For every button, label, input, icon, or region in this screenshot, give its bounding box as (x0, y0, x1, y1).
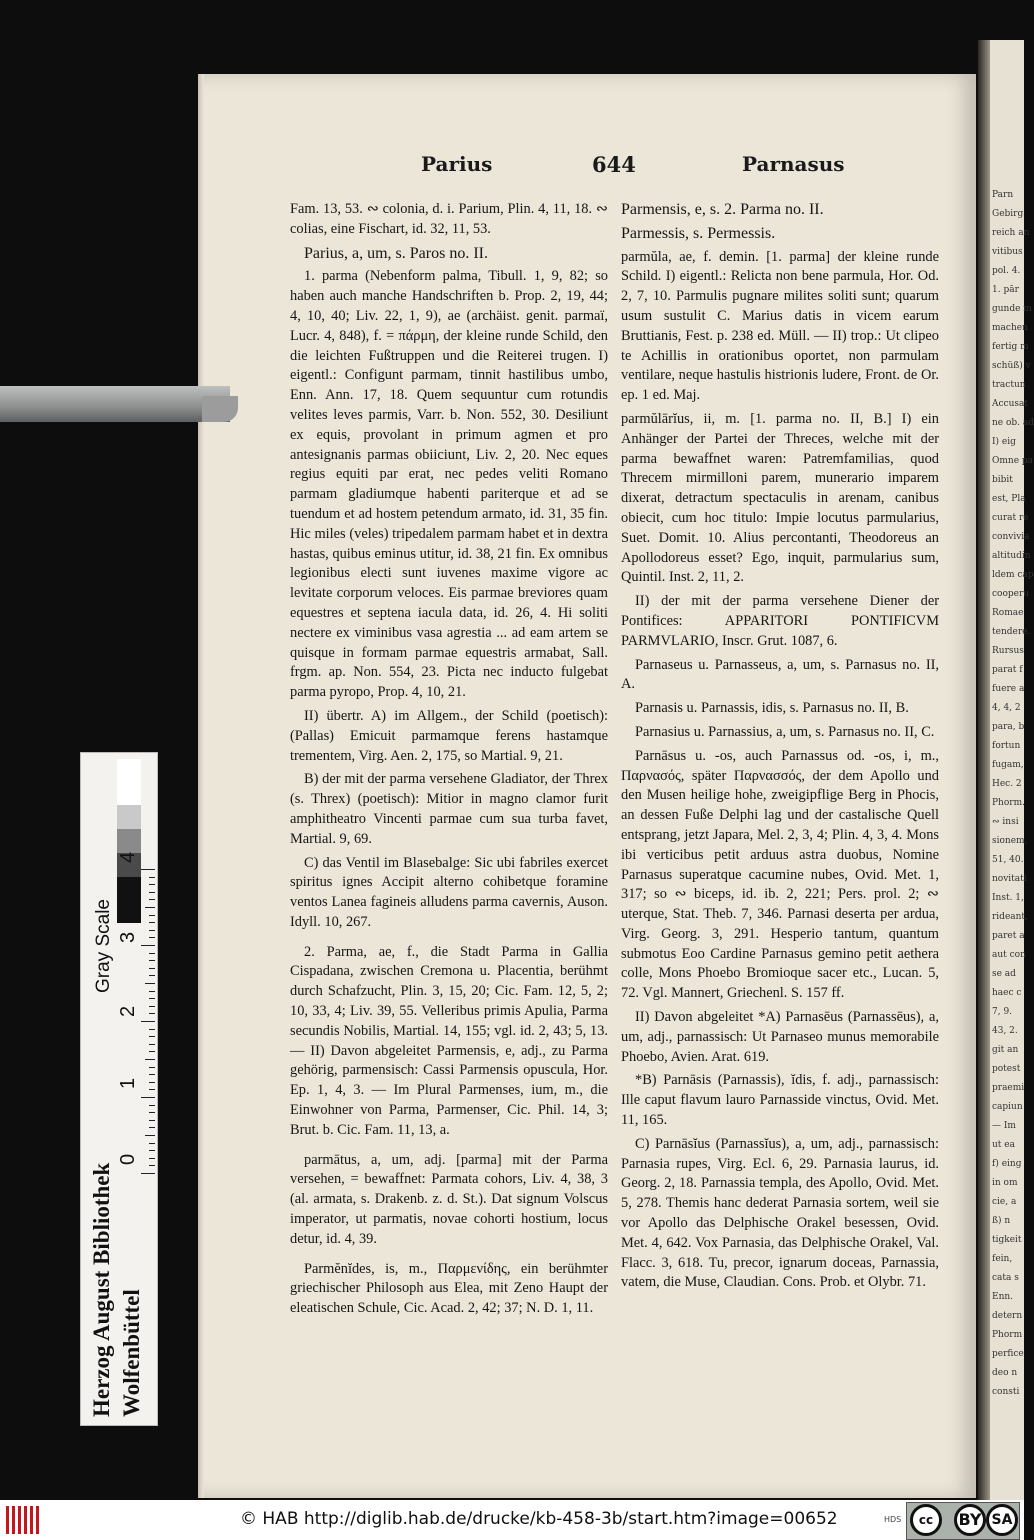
ruler-tick (149, 1089, 155, 1090)
ruler-tick (149, 1082, 155, 1083)
scale-number: 3 (117, 931, 139, 943)
next-page-fragment: novitati (992, 874, 1027, 884)
running-head-right: Parnasus (742, 152, 845, 176)
next-page-fragment: Hec. 2 (992, 779, 1022, 789)
scale-swatch (117, 829, 141, 853)
next-page-fragment: paret a (992, 931, 1025, 941)
ruler-tick (149, 1112, 155, 1113)
next-page-fragment: 7, 9. (992, 1007, 1013, 1017)
scale-swatch (117, 805, 141, 829)
next-page-fragment: aut con (992, 950, 1026, 960)
next-page-fragment: cooperu (992, 589, 1030, 599)
scale-number: 4 (117, 851, 139, 863)
share-alike-icon: SA (986, 1504, 1018, 1536)
source-link[interactable]: © HAB http://diglib.hab.de/drucke/kb-458-3b/start.htm?image=00652 (240, 1509, 838, 1529)
entry-paragraph: parmŭla, ae, f. demin. [1. parma] der kleine runde Schild. I) eigentl.: Relicta non bene parmula, Hor. Od. 2, 7, 10. Parmulis pugnare milites soliti sunt; quarum usum sustulit C. Marius datis in vicem earum Bruttianis, Fest. p. 238 ed. Müll. — II) trop.: Ut clipeo te Achillis in orationibus oportet, non parmulam ventilare, neque hastulis histrionis ludere, Front. de Or. ep. 1 ed. Maj. (621, 248, 939, 404)
ruler-tick (149, 1150, 155, 1151)
next-page-fragment: Omne pa (992, 456, 1034, 466)
next-page-fragment: convivia (992, 532, 1030, 542)
ruler-tick (141, 1097, 155, 1098)
next-page-fragment: sionem, (992, 836, 1028, 846)
next-page-fragment: Enn. (992, 1292, 1014, 1302)
next-page-fragment: est, Pla (992, 494, 1026, 504)
ruler-tick (149, 975, 155, 976)
entry-paragraph: Parnasius u. Parnassius, a, um, s. Parnasus no. II, C. (635, 723, 935, 740)
next-page-fragment: — Im (992, 1121, 1016, 1131)
next-page-fragment: fuere a (992, 684, 1025, 694)
ruler-tick (149, 968, 155, 969)
next-page-fragment: cata s (992, 1273, 1019, 1283)
next-page-fragment: altitudin (992, 551, 1031, 561)
entry-paragraph: C) das Ventil im Blasebalge: Sic ubi fabriles exercet spiritus ignes Accipit alterno cohibetque foramine ventos Lanea fagineis alludens parma cavernis, Auson. Idyll. 10, 267. (290, 854, 608, 930)
color-scale-card (80, 752, 158, 1426)
ruler-tick (149, 953, 155, 954)
next-page-fragment: reich an (992, 228, 1030, 238)
entry-paragraph: Parmessis, s. Permessis. (621, 224, 776, 242)
next-page-fragment: fein, (992, 1254, 1013, 1264)
ruler-tick (149, 991, 155, 992)
entry-paragraph: parmātus, a, um, adj. [parma] mit der Parma versehen, = bewaffnet: Parmata cohors, Liv. 4, 38, 3 (al. armata, s. Drakenb. z. d. St.). Dat signum Volscus imperator, ut parmatis, novae cohorti hostium, locus detur, id. 4, 39. (290, 1151, 608, 1247)
ruler-tick (149, 1074, 155, 1075)
entry-paragraph: II) übertr. A) im Allgem., der Schild (poetisch): (Pallas) Emicuit parmamque ferens hastamque trementem, Virg. Aen. 2, 175, so Martial. 9, 21. (290, 707, 608, 764)
entry-paragraph: Fam. 13, 53. ∾ colonia, d. i. Parium, Plin. 4, 11, 18. ∾ colias, eine Fischart, id. 32, 11, 53. (290, 201, 608, 237)
ruler-tick (145, 1135, 155, 1136)
ruler-tick (149, 1006, 155, 1007)
footer-bar (0, 1500, 1024, 1540)
scale-number: 2 (117, 1005, 139, 1017)
creative-commons-icon: cc (910, 1504, 942, 1536)
next-page-fragment: git an (992, 1045, 1019, 1055)
next-page-fragment: para, b (992, 722, 1025, 732)
page-number: 644 (592, 152, 636, 177)
entry-paragraph: Parius, a, um, s. Paros no. II. (304, 244, 488, 262)
next-page-fragment: f) eing (992, 1159, 1022, 1169)
ruler-tick (141, 1021, 155, 1022)
ruler-tick (149, 1051, 155, 1052)
next-page-fragment: consti (992, 1387, 1020, 1397)
footer-small-text: HDS (884, 1515, 902, 1524)
next-page-fragment: ut ea (992, 1140, 1015, 1150)
next-page-fragment: machen (992, 323, 1028, 333)
scale-number: 0 (117, 1153, 139, 1165)
ruler-tick (145, 907, 155, 908)
next-page-fragment: cie, a (992, 1197, 1017, 1207)
entry-paragraph: parmŭlārĭus, ii, m. [1. parma no. II, B.] I) ein Anhänger der Partei der Threces, welche mit der parma bewaffnet waren: Patremfamilias, quod Threcem mirmilloni parem, munerario imparem dixerat, detractum spectaculis in arenam, canibus obiecit, cum hoc titulo: Impie locutus parmularius, Suet. Domit. 10. Alius percontanti, Theodoreus an Apollodoreus esset? Ego, inquit, parmularius sum, Quintil. Inst. 2, 11, 2. (621, 410, 939, 586)
next-page-fragment: 1. pār (992, 285, 1019, 295)
gray-scale-label: Gray Scale (93, 899, 114, 993)
ruler-tick (149, 899, 155, 900)
next-page-fragment: tigkeit (992, 1235, 1022, 1245)
entry-paragraph: C) Parnāsĭus (Parnassĭus), a, um, adj., parnassisch: Parnasia rupes, Virg. Ecl. 6, 29. Parnasia laurus, id. Georg. 2, 18. Parnassia templa, des Apollo, Ovid. Met. 5, 278. Themis hanc dederat Parnasia sortem, weil sie vor Apollo das Delphische Orakel besessen, Ovid. Met. 4, 642. Vox Parnasia, das Delphische Orakel, Val. Flacc. 3, 618. Tu, precor, ignarum doceas, Parnassia, vatem, die Muse, Claudian. Cons. Prob. et Olybr. 71. (621, 1135, 939, 1291)
next-page-fragment: detern (992, 1311, 1023, 1321)
next-page-fragment: perfice (992, 1349, 1024, 1359)
next-page-fragment: parat f (992, 665, 1023, 675)
next-page-fragment: 51, 40. (992, 855, 1024, 865)
next-page-fragment: Rursus (992, 646, 1024, 656)
entry-paragraph: 2. Parma, ae, f., die Stadt Parma in Gallia Cispadana, zwischen Cremona u. Placentia, berühmt durch Schafzucht, Plin. 3, 15, 20; Cic. Fam. 12, 5, 2; 10, 33, 4; Liv. 39, 55. Velleribus primis Apulia, Parma secundis Nobilis, Martial. 14, 155; vgl. id. 2, 43; 5, 13. — II) Davon abgeleitet Parmensis, e, adj., zu Parma gehörig, parmensisch: Cassi Parmensis opuscula, Hor. Ep. 1, 4, 3. — Im Plural Parmenses, ium, m., die Einwohner von Parma, Parmenser, Cic. Phil. 14, 3; Brut. b. Cic. Fam. 11, 13, a. (290, 943, 608, 1138)
ruler-tick (149, 1067, 155, 1068)
ruler-tick (149, 1036, 155, 1037)
next-page-fragment: ldem cap (992, 570, 1034, 580)
ruler-tick (149, 998, 155, 999)
scale-number: 1 (117, 1077, 139, 1089)
next-page-edge (978, 40, 1034, 1500)
entry-paragraph: 1. parma (Nebenform palma, Tibull. 1, 9, 82; so haben auch manche Handschriften b. Prop. 2, 19, 44; 4, 10, 40; Liv. 22, 1, 9), ae (archäist. genit. parmaï, Lucr. 4, 848), f. = πάρμη, der kleine runde Schild, den die leichten Fußtruppen und die Reiterei trugen. I) eigentl.: Configunt parmam, tinnit hastilibus umbo, Enn. Ann. 17, 18. Quem sequuntur cum rotundis velites leves parmis, Varr. b. Non. 552, 30. Desiliunt ex equis, provolant in primum agmen et pro antesignanis parmas obiiciunt, Liv. 2, 20. Nec eques regius equiti par erat, nec pedes veliti Romano parmam gladiumque habenti pariterque et ad se tuendum et ad hostem petendum armato, id. 31, 35 fin. Hic miles (veles) tripedalem parmam habet et in dextra hastas, quibus eminus utitur, id. 38, 21 fin. Ex omnibus legionibus electi sunt iuvenes maxime vigore ac levitate corporum veloces. Eis parmae breviores quam equestres et septena iacula data, id. 26, 4. Hi soliti nectere ex viminibus vasa agrestia ... ad eam artem se quisque in formam parmae equestris armabat, Sall. frgm. ap. Non. 554, 23. Picta nec inducto fulgebat parma pyropo, Prop. 4, 10, 21. (290, 268, 608, 701)
entry-paragraph: B) der mit der parma versehene Gladiator, der Threx (s. Threx) (poetisch): Mitior in magno clamor furit amphitheatro Vincenti parmae cum sua turba favet, Martial. 9, 69. (290, 771, 608, 847)
ruler-tick (149, 1044, 155, 1045)
ruler-tick (145, 1059, 155, 1060)
ruler-tick (149, 930, 155, 931)
next-page-fragment: praemi (992, 1083, 1025, 1093)
next-page-fragment: gunde m (992, 304, 1032, 314)
next-page-fragment: ß) n (992, 1216, 1011, 1226)
next-page-fragment: I) eig (992, 437, 1016, 447)
next-page-fragment: Inst. 1, (992, 893, 1024, 903)
next-page-fragment: ∾ insi (992, 817, 1019, 827)
ruler-tick (149, 1029, 155, 1030)
right-column (621, 200, 939, 1297)
next-page-fragment: tractun (992, 380, 1026, 390)
institution-city: Wolfenbüttel (119, 1289, 144, 1417)
next-page-fragment: vitibus (992, 247, 1023, 257)
running-head-left: Parius (421, 152, 493, 176)
ruler-tick (149, 884, 155, 885)
ruler-tick (149, 1120, 155, 1121)
next-page-fragment: Phorm. (992, 798, 1025, 808)
next-page-fragment: ne ob. ad (992, 418, 1034, 428)
next-page-fragment: Romae (992, 608, 1024, 618)
ruler-tick (149, 915, 155, 916)
entry-paragraph: *B) Parnāsis (Parnassis), ĭdis, f. adj., parnassisch: Ille caput flavum lauro Parnasside vinctus, Ovid. Met. 11, 165. (621, 1072, 939, 1129)
ruler-tick (149, 1143, 155, 1144)
next-page-fragment: deo n (992, 1368, 1018, 1378)
next-page-fragment: 43, 2. (992, 1026, 1018, 1036)
ruler-tick (149, 1158, 155, 1159)
next-page-fragment: fertig m (992, 342, 1029, 352)
next-page-fragment: rideant, (992, 912, 1028, 922)
ruler-tick (149, 1165, 155, 1166)
bookmark-strip-end (202, 396, 238, 422)
scale-swatch (117, 759, 141, 805)
next-page-fragment: Gebirg (992, 209, 1024, 219)
next-page-fragment: fortun (992, 741, 1021, 751)
next-page-fragment: Parn (992, 190, 1014, 200)
book-gutter (978, 40, 990, 1500)
ruler-tick (145, 983, 155, 984)
ruler-tick (149, 877, 155, 878)
hab-logo-icon (6, 1506, 46, 1534)
ruler-tick (141, 869, 155, 870)
ruler-tick (141, 945, 155, 946)
next-page-fragment: Accusat (992, 399, 1028, 409)
ruler-tick (141, 1173, 155, 1174)
next-page-fragment: potest (992, 1064, 1021, 1074)
page-edge (198, 74, 204, 1498)
bookmark-strip (0, 386, 230, 422)
next-page-fragment: haec c (992, 988, 1022, 998)
ruler-tick (149, 960, 155, 961)
entry-paragraph: Parmĕnĭdes, is, m., Παρμενίδης, ein berühmter griechischer Philosoph aus Elea, mit Zeno Haupt der eleatischen Schule, Cic. Acad. 2, 42; 37; N. D. 1, 11. (290, 1260, 608, 1317)
entry-paragraph: Parnāsus u. -os, auch Parnassus od. -os, i, m., Παρνασός, später Παρνασσός, der dem Apollo und den Musen heilige hohe, zweigipflige Berg in Phocis, an dessen Fuße Delphi lag und der castalische Quell entsprang, jetzt Japara, Mel. 2, 3, 4; Plin. 4, 3, 4. Mons ibi verticibus petit arduus astra duobus, Nomine Parnasus superatque cacumine nubes, Ovid. Met. 1, 317; so ∾ biceps, id. ib. 2, 221; Pers. prol. 2; ∾ uterque, Stat. Theb. 7, 346. Parnasi deserta per ardua, Virg. Georg. 3, 291. Hesperio tantum, quantum submotus Eoo Cardine Parnasus gemino petit aethera colle, Mons Phoebo Bromioque sacer etc., Lucan. 5, 72. Vgl. Mannert, Griechenl. S. 157 ff. (621, 747, 939, 1002)
scale-swatch (117, 877, 141, 923)
entry-paragraph: II) Davon abgeleitet *A) Parnasēus (Parnassēus), a, um, adj., parnassisch: Ut Parnaseo munus memorabile Phoebo, Avien. Arat. 619. (621, 1009, 939, 1065)
ruler-tick (149, 1013, 155, 1014)
next-page-fragment: capiun (992, 1102, 1023, 1112)
ruler-tick (149, 937, 155, 938)
ruler-tick (149, 1127, 155, 1128)
next-page-fragment: schüß) v (992, 361, 1031, 371)
ruler-tick (149, 1105, 155, 1106)
next-page-fragment: tendere. (992, 627, 1031, 637)
entry-paragraph: Parmensis, e, s. 2. Parma no. II. (621, 201, 824, 218)
entry-paragraph: II) der mit der parma versehene Diener der Pontifices: APPARITORI PONTIFICVM PARMVLARIO, Inscr. Grut. 1087, 6. (621, 593, 939, 649)
next-page-fragment: pol. 4. (992, 266, 1021, 276)
next-page-fragment: Phorm (992, 1330, 1023, 1340)
next-page-fragment: 4, 4, 2 (992, 703, 1021, 713)
attribution-icon: BY (954, 1504, 986, 1536)
next-page-fragment: curat re (992, 513, 1029, 523)
next-page-fragment: bibit (992, 475, 1013, 485)
next-page-fragment: in om (992, 1178, 1018, 1188)
next-page-fragment: fugam, (992, 760, 1024, 770)
left-column (290, 200, 608, 1323)
ruler-tick (149, 922, 155, 923)
ruler-tick (149, 892, 155, 893)
entry-paragraph: Parnasis u. Parnassis, idis, s. Parnasus no. II, B. (635, 700, 909, 717)
next-page-fragment: se ad (992, 969, 1016, 979)
entry-paragraph: Parnaseus u. Parnasseus, a, um, s. Parnasus no. II, A. (621, 656, 939, 693)
institution-name: Herzog August Bibliothek (89, 1162, 114, 1417)
